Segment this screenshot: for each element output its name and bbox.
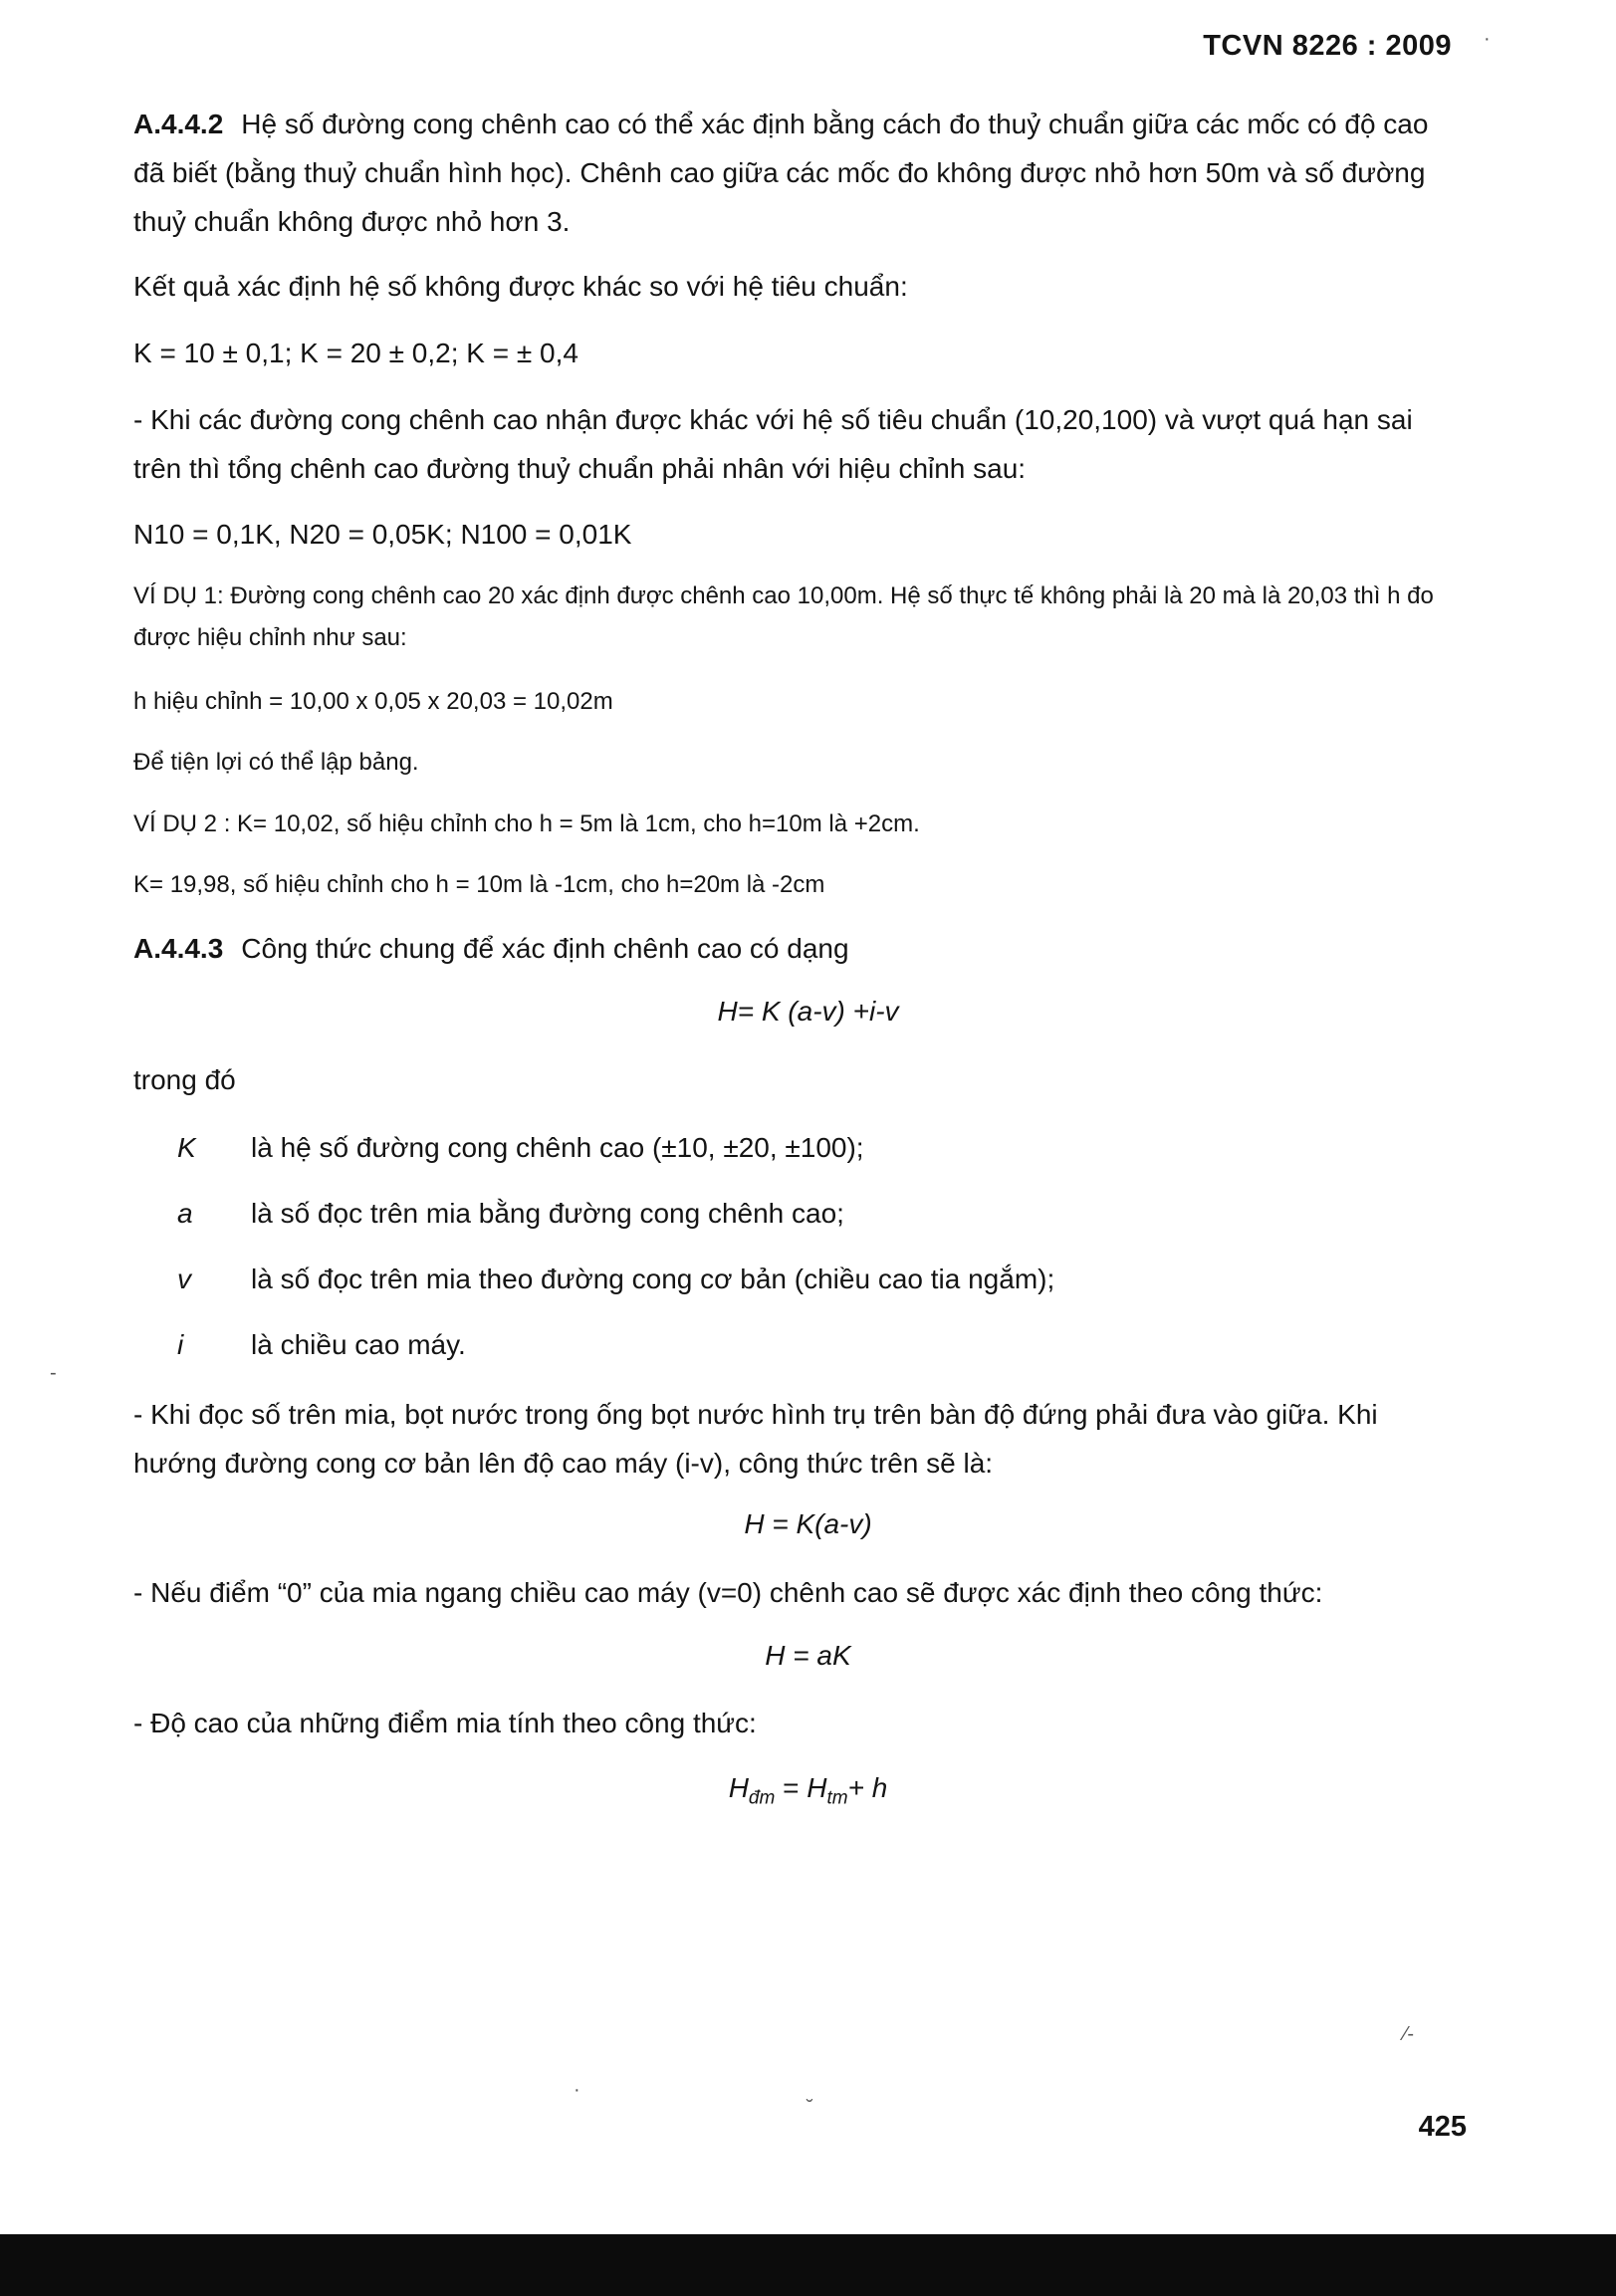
reading-note: - Khi đọc số trên mia, bọt nước trong ống bọt nước hình trụ trên bàn độ đứng phải đưa vào giữa. Khi hướng đường cong cơ bản lên độ cao máy (i-v), công thức trên sẽ là: [133,1399,1378,1479]
formula-tail: + h [847,1772,888,1803]
example-2-line-2: K= 19,98, số hiệu chỉnh cho h = 10m là -1cm, cho h=20m là -2cm [133,871,825,898]
correction-intro: - Khi các đường cong chênh cao nhận được khác với hệ số tiêu chuẩn (10,20,100) và vượt quá hạn sai trên thì tổng chênh cao đường thuỷ chuẩn phải nhân với hiệu chỉnh sau: [133,404,1413,484]
page-number: 425 [1418,2111,1467,2143]
zero-note: - Nếu điểm “0” của mia ngang chiều cao máy (v=0) chênh cao sẽ được xác định theo công thức: [133,1577,1323,1608]
formula-general: H= K (a-v) +i-v [717,996,899,1027]
definition-text: là chiều cao máy. [251,1329,466,1360]
formula-point-height [0,1772,1616,1810]
scan-speck: · [574,2079,580,2101]
scan-speck: ⁄‐ [1404,2023,1414,2045]
section-number: A.4.4.2 [133,109,224,139]
example-1-calculation: h hiệu chỉnh = 10,00 x 0,05 x 20,03 = 10,02m [133,688,613,715]
standard-header: TCVN 8226 : 2009 [1203,30,1452,62]
formula-lhs-subscript: đm [748,1787,776,1809]
where-label: trong đó [133,1064,236,1095]
definition-text: là số đọc trên mia theo đường cong cơ bản (chiều cao tia ngắm); [251,1263,1055,1294]
k-values: K = 10 ± 0,1; K = 20 ± 0,2; K = ± 0,4 [133,338,578,368]
section-text: Hệ số đường cong chênh cao có thể xác định bằng cách đo thuỷ chuẩn giữa các mốc có độ cao đã biết (bằng thuỷ chuẩn hình học). Chênh cao giữa các mốc đo không được nhỏ hơn 50m và số đường thuỷ chuẩn không được nhỏ hơn 3. [133,109,1429,237]
height-note: - Độ cao của những điểm mia tính theo công thức: [133,1708,757,1738]
formula-a-k: H = aK [765,1640,851,1671]
definition-text: là số đọc trên mia bằng đường cong chênh cao; [251,1198,844,1229]
formula-lhs: H [728,1772,749,1803]
n-values: N10 = 0,1K, N20 = 0,05K; N100 = 0,01K [133,519,632,550]
section-text: Công thức chung để xác định chênh cao có dạng [241,933,849,964]
table-note: Để tiện lợi có thể lập bảng. [133,749,419,776]
definition-symbol: K [177,1132,196,1163]
scan-speck: ˘ [807,2097,813,2119]
definition-symbol: v [177,1263,191,1294]
example-2-line-1: VÍ DỤ 2 : K= 10,02, số hiệu chỉnh cho h = 5m là 1cm, cho h=10m là +2cm. [133,810,920,837]
formula-k-a-v: H = K(a-v) [744,1508,872,1539]
result-intro: Kết quả xác định hệ số không được khác so với hệ tiêu chuẩn: [133,271,908,302]
scan-speck: - [50,1362,57,1384]
formula-rhs-subscript: tm [826,1787,848,1809]
example-1: VÍ DỤ 1: Đường cong chênh cao 20 xác định được chênh cao 10,00m. Hệ số thực tế không phải là 20 mà là 20,03 thì h đo được hiệu chỉnh như sau: [133,582,1434,651]
definition-text: là hệ số đường cong chênh cao (±10, ±20, ±100); [251,1132,864,1163]
scan-border [0,2234,1616,2296]
section-a443-paragraph [133,924,1463,973]
section-number: A.4.4.3 [133,933,224,964]
definition-symbol: i [177,1329,184,1360]
scan-speck: · [1484,28,1491,50]
formula-equals: = [775,1772,808,1803]
definition-symbol: a [177,1198,193,1229]
section-a442-paragraph [133,100,1463,246]
formula-rhs: H [807,1772,827,1803]
